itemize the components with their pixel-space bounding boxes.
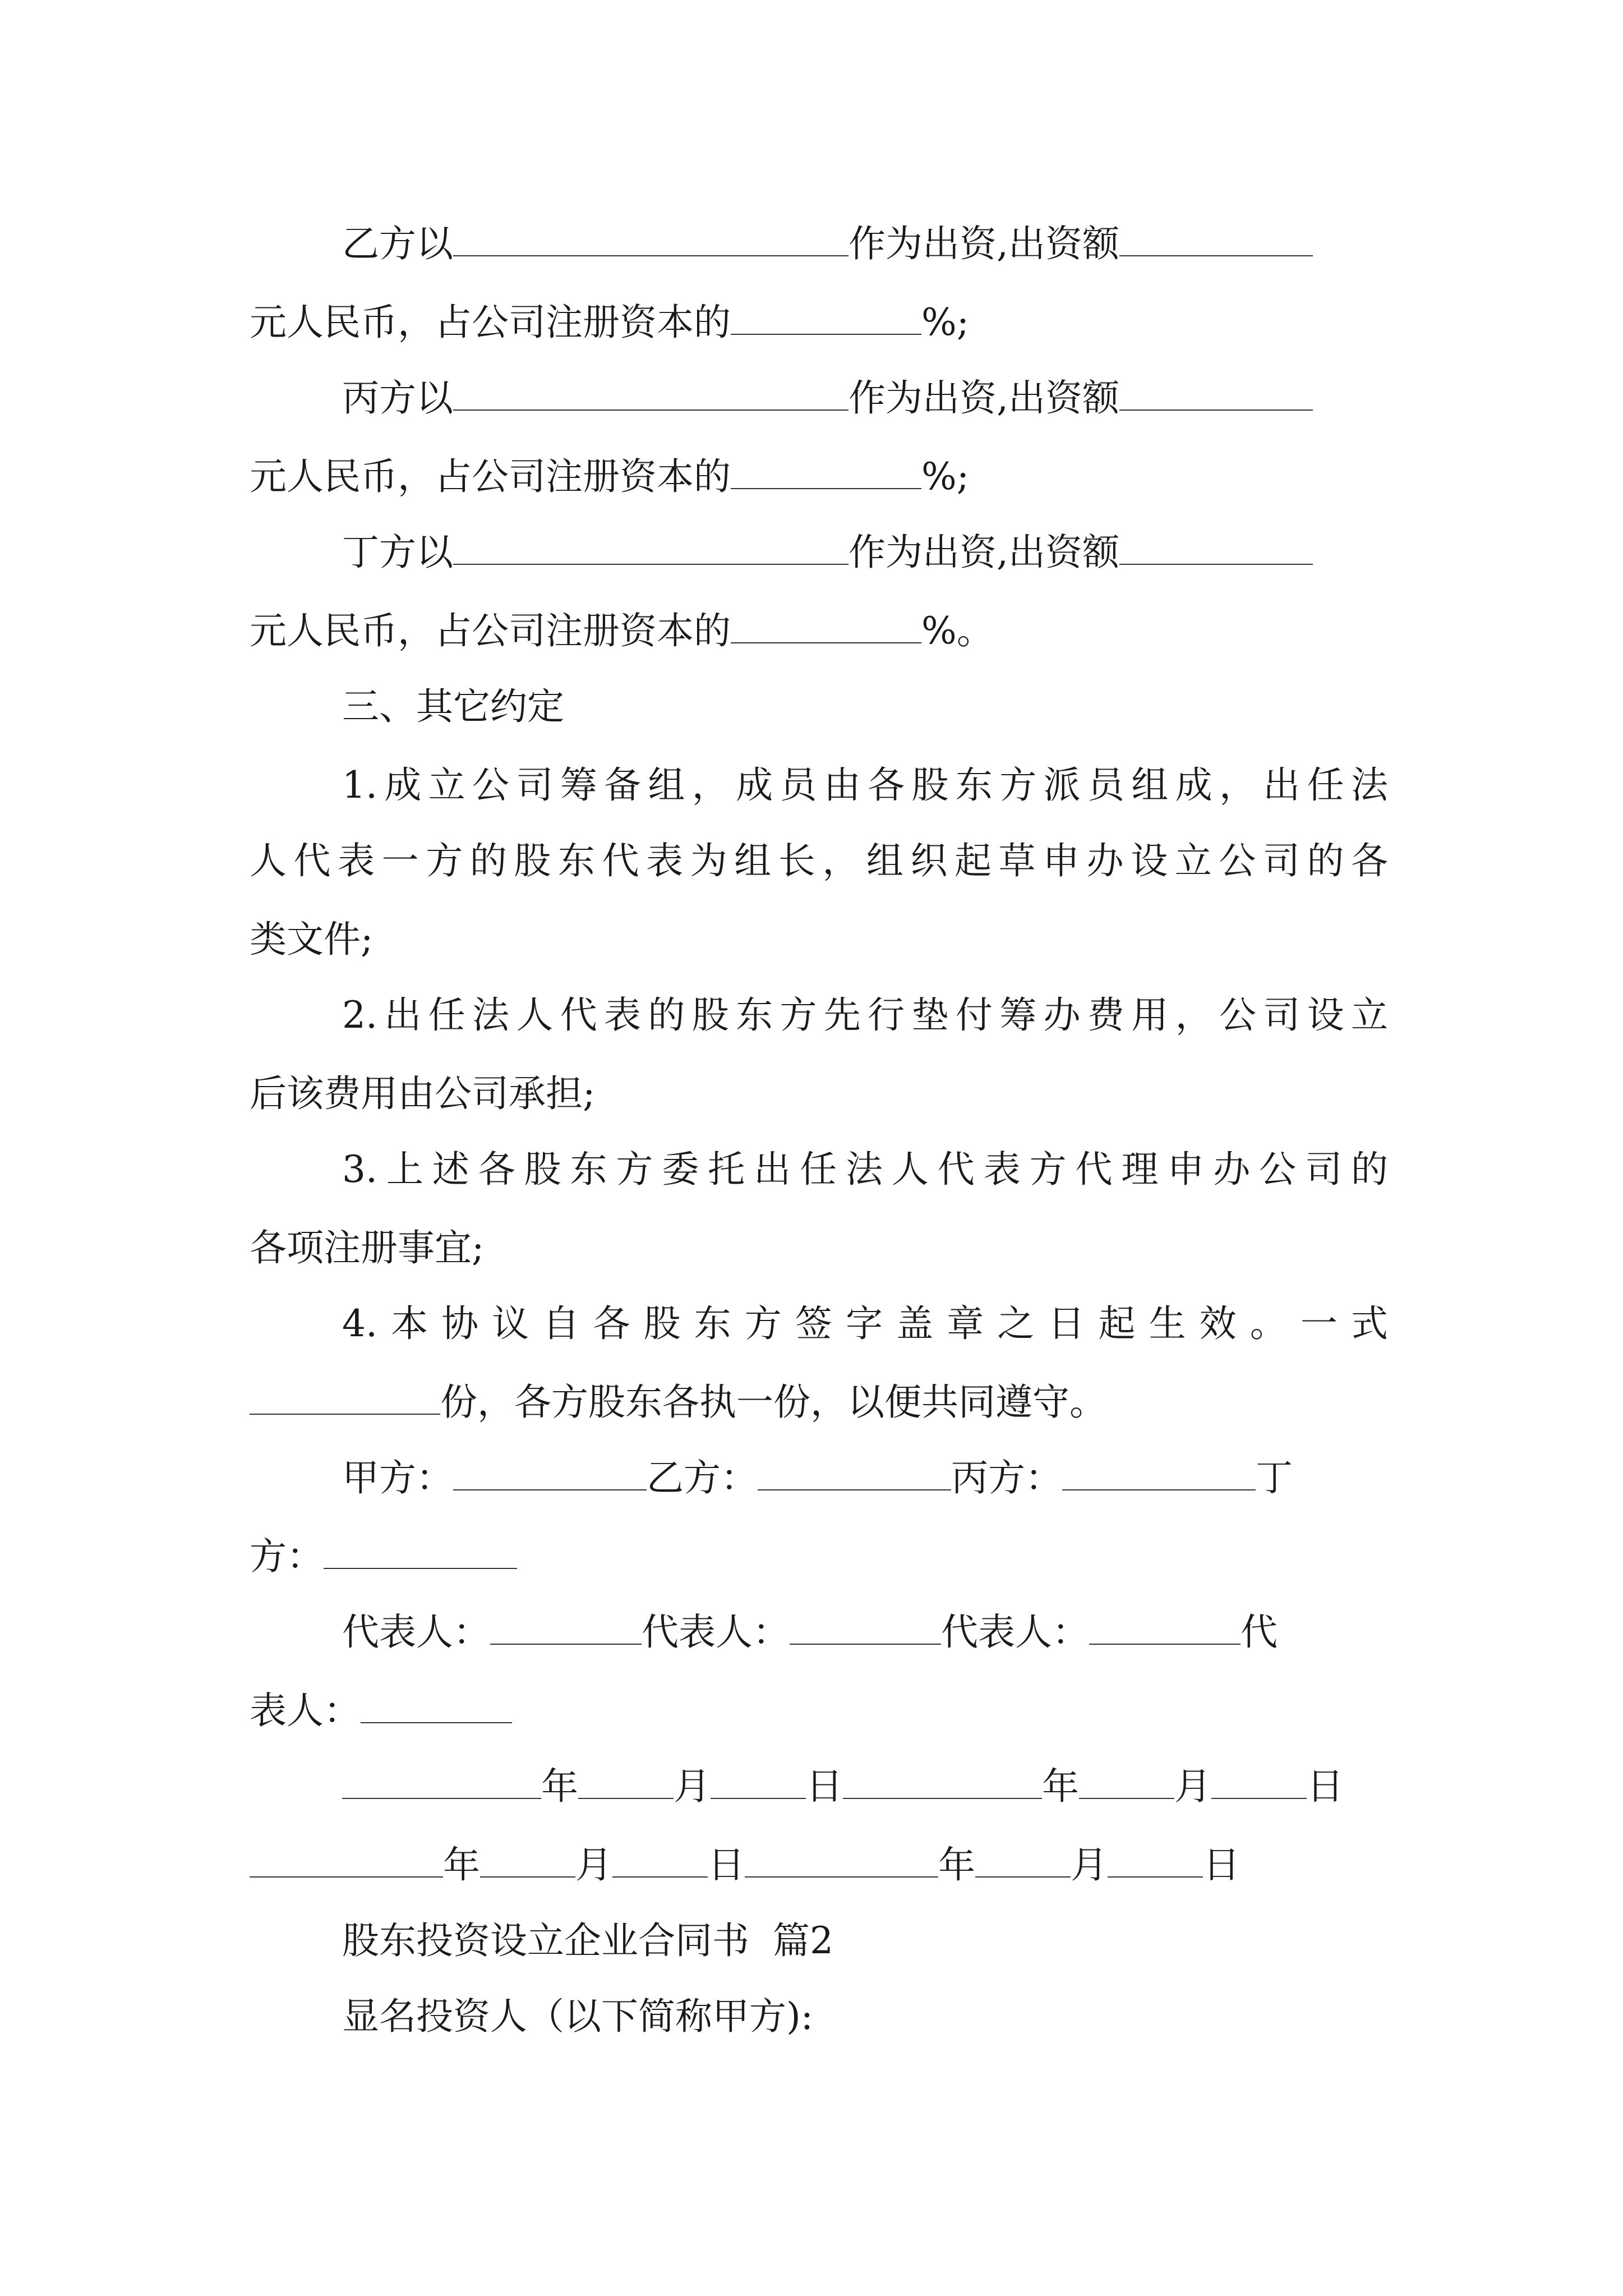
section-heading: 三、其它约定 xyxy=(342,685,564,728)
blank-field xyxy=(612,1842,708,1878)
blank-field xyxy=(342,1763,541,1799)
blank-field xyxy=(324,1533,517,1569)
yi-text: 作为出资,出资额 xyxy=(849,222,1119,265)
yi-label: 乙方以 xyxy=(342,222,453,265)
percent-text: %; xyxy=(921,301,969,344)
amount-text: 元人民币，占公司注册资本的 xyxy=(250,609,731,652)
blank-field xyxy=(250,1379,440,1415)
item2-line1: 2.出任法人代表的股东方先行垫付筹办费用，公司设立 xyxy=(342,993,1388,1037)
blank-field xyxy=(731,299,921,335)
yi-contribution-line xyxy=(342,219,1388,269)
day-label: 日 xyxy=(1307,1765,1344,1808)
rep-label: 代表人： xyxy=(941,1611,1089,1654)
blank-field xyxy=(453,529,849,565)
year-label: 年 xyxy=(541,1765,578,1808)
blank-field xyxy=(453,375,849,411)
party-c-label: 丙方： xyxy=(951,1456,1062,1499)
year-label: 年 xyxy=(938,1843,975,1887)
percent-text: %; xyxy=(921,455,969,498)
rep-label: 代表人： xyxy=(342,1611,490,1654)
blank-field xyxy=(1062,1455,1256,1490)
month-label: 月 xyxy=(575,1843,612,1887)
blank-field xyxy=(1079,1763,1174,1799)
year-label: 年 xyxy=(443,1843,480,1887)
month-label: 月 xyxy=(1071,1843,1108,1887)
rep-label: 代表人： xyxy=(642,1611,790,1654)
ding-contribution-line xyxy=(342,527,1388,578)
party-d-label: 丁 xyxy=(1256,1456,1293,1499)
amount-text: 元人民币，占公司注册资本的 xyxy=(250,455,731,498)
yi-amount-line xyxy=(250,297,1388,348)
bing-contribution-line xyxy=(342,373,1388,424)
blank-field xyxy=(480,1842,575,1878)
amount-text: 元人民币，占公司注册资本的 xyxy=(250,301,731,344)
bing-amount-line xyxy=(250,452,1388,502)
signature-line-2 xyxy=(250,1531,1388,1582)
year-label: 年 xyxy=(1042,1765,1079,1808)
blank-field xyxy=(745,1842,938,1878)
month-label: 月 xyxy=(674,1765,711,1808)
month-label: 月 xyxy=(1174,1765,1211,1808)
blank-field xyxy=(843,1763,1042,1799)
item1-line1: 1.成立公司筹备组，成员由各股东方派员组成，出任法 xyxy=(342,763,1388,807)
representative-line-2 xyxy=(250,1686,1388,1736)
party-b-label: 乙方： xyxy=(647,1456,758,1499)
blank-field xyxy=(790,1609,941,1645)
item1-line3: 类文件; xyxy=(250,918,374,961)
rep-label-cont: 表人： xyxy=(250,1689,361,1732)
rep-label: 代 xyxy=(1241,1611,1278,1654)
item3-line1: 3.上述各股东方委托出任法人代表方代理申办公司的 xyxy=(342,1148,1388,1191)
blank-field xyxy=(1119,529,1313,565)
item3-line2: 各项注册事宜; xyxy=(250,1226,485,1269)
blank-field xyxy=(731,608,921,643)
day-label: 日 xyxy=(806,1765,843,1808)
day-label: 日 xyxy=(1203,1843,1240,1887)
section-title-2: 股东投资设立企业合同书 篇2 xyxy=(342,1919,833,1962)
blank-field xyxy=(1119,375,1313,411)
signature-line-1 xyxy=(342,1453,1388,1503)
blank-field xyxy=(578,1763,674,1799)
blank-field xyxy=(758,1455,951,1490)
blank-field xyxy=(1108,1842,1203,1878)
blank-field xyxy=(1089,1609,1241,1645)
blank-field xyxy=(1119,220,1313,256)
representative-line-1 xyxy=(342,1607,1388,1658)
item2-line2: 后该费用由公司承担; xyxy=(250,1072,596,1115)
item4-line1: 4.本协议自各股东方签字盖章之日起生效。一式 xyxy=(342,1302,1388,1345)
blank-field xyxy=(711,1763,806,1799)
blank-field xyxy=(453,1455,647,1490)
investor-line: 显名投资人（以下简称甲方): xyxy=(342,1995,813,2038)
ding-text: 作为出资,出资额 xyxy=(849,531,1119,574)
ding-amount-line xyxy=(250,606,1388,656)
blank-field xyxy=(250,1842,443,1878)
party-d-label-cont: 方： xyxy=(250,1535,324,1578)
blank-field xyxy=(1211,1763,1307,1799)
blank-field xyxy=(361,1687,512,1723)
blank-field xyxy=(975,1842,1071,1878)
item4-text: 份，各方股东各执一份，以便共同遵守。 xyxy=(440,1381,1106,1424)
party-a-label: 甲方： xyxy=(342,1456,453,1499)
ding-label: 丁方以 xyxy=(342,531,453,574)
bing-text: 作为出资,出资额 xyxy=(849,376,1119,420)
date-line-2 xyxy=(250,1840,1388,1890)
blank-field xyxy=(731,453,921,489)
percent-text: %。 xyxy=(921,609,994,652)
item4-line2 xyxy=(250,1377,1388,1428)
blank-field xyxy=(490,1609,642,1645)
bing-label: 丙方以 xyxy=(342,376,453,420)
blank-field xyxy=(453,220,849,256)
item1-line2: 人代表一方的股东代表为组长，组织起草申办设立公司的各 xyxy=(250,839,1388,882)
day-label: 日 xyxy=(708,1843,745,1887)
date-line-1 xyxy=(342,1761,1388,1812)
